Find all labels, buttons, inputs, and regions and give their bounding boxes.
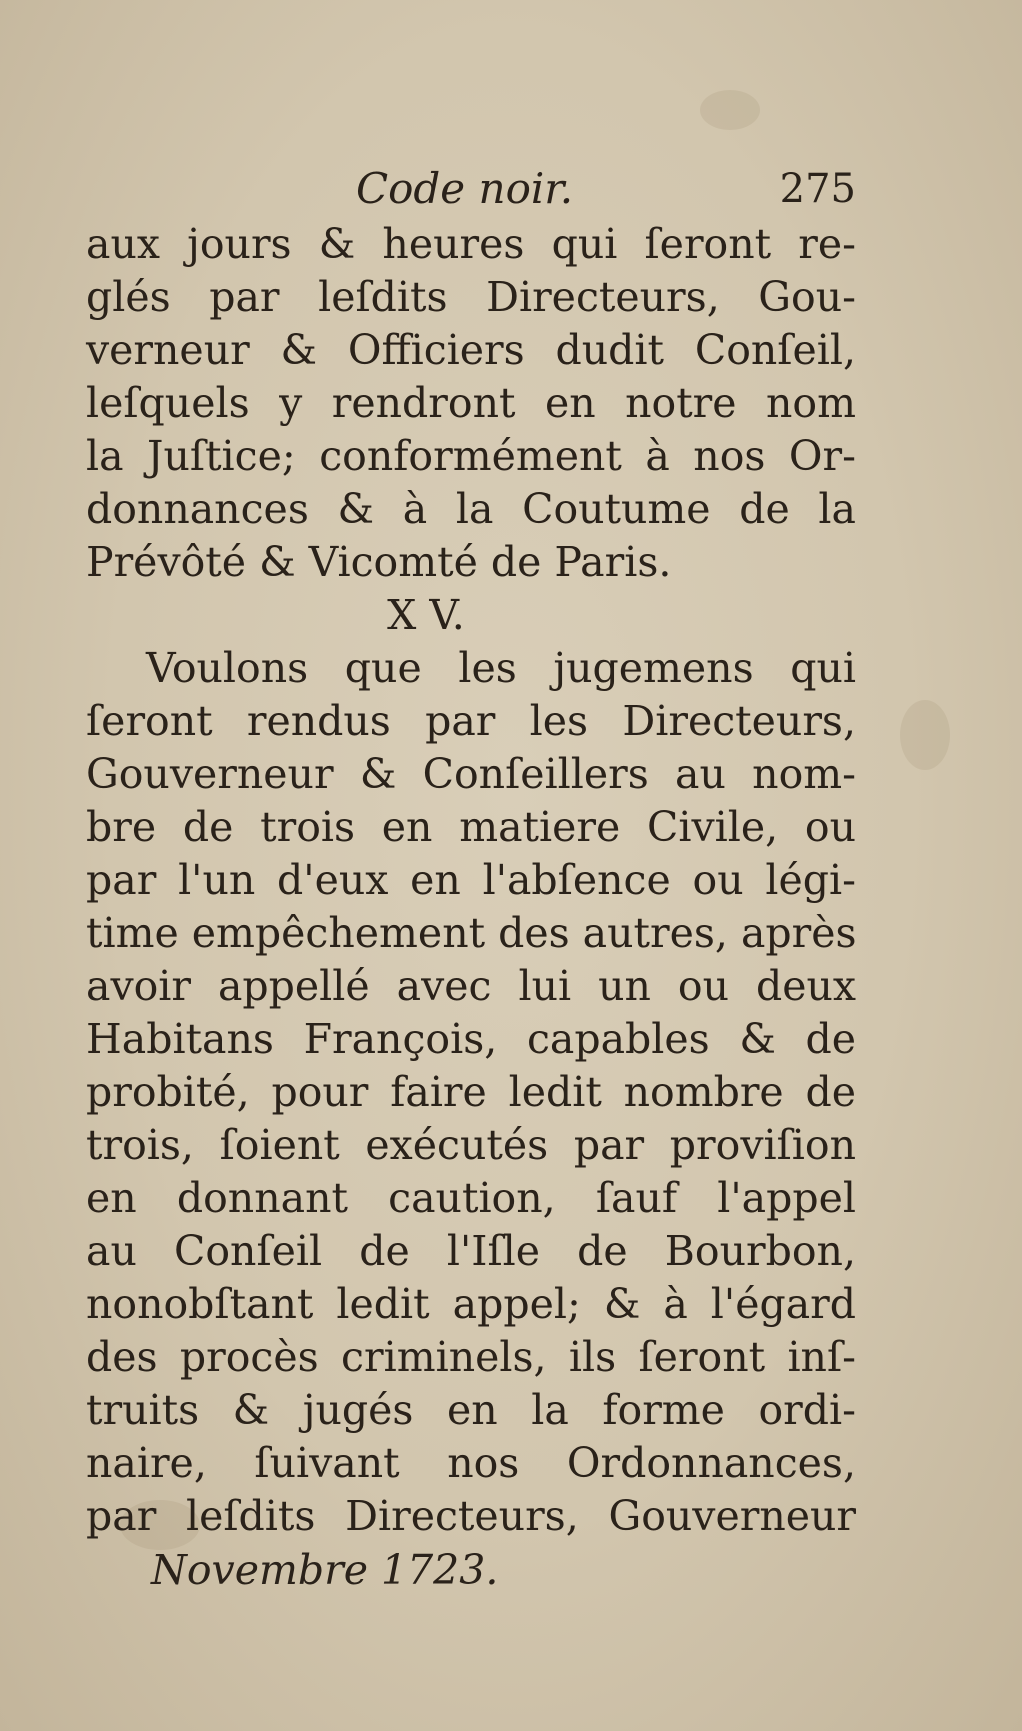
text-line: truits & jugés en la forme ordi-: [86, 1386, 856, 1434]
catchword: Novembre 1723.: [151, 1546, 499, 1594]
article-heading: X V.: [387, 591, 465, 639]
text-line: leſquels y rendront en notre nom: [86, 379, 856, 427]
text-line: glés par leſdits Directeurs, Gou-: [86, 273, 856, 321]
text-line: verneur & Officiers dudit Conſeil,: [86, 326, 856, 374]
text-line: par l'un d'eux en l'abſence ou légi-: [86, 856, 856, 904]
paper-stain: [700, 90, 760, 130]
paper-stain: [900, 700, 950, 770]
text-line: aux jours & heures qui ſeront re-: [86, 220, 856, 268]
text-line: la Juſtice; conformément à nos Or-: [86, 432, 856, 480]
text-line: Habitans François, capables & de: [86, 1015, 856, 1063]
text-line: ſeront rendus par les Directeurs,: [86, 697, 856, 745]
text-line: naire, ſuivant nos Ordonnances,: [86, 1439, 856, 1487]
page-text: [86, 160, 856, 1598]
text-line: trois, ſoient exécutés par proviſion: [86, 1121, 856, 1169]
text-line: avoir appellé avec lui un ou deux: [86, 962, 856, 1010]
text-line: donnances & à la Coutume de la: [86, 485, 856, 533]
text-line: Voulons que les jugemens qui: [146, 644, 856, 692]
text-line: Gouverneur & Conſeillers au nom-: [86, 750, 856, 798]
text-line: time empêchement des autres, après: [86, 909, 857, 957]
text-line: Prévôté & Vicomté de Paris.: [86, 538, 672, 586]
text-line: au Conſeil de l'Iſle de Bourbon,: [86, 1227, 856, 1275]
article-paragraph: [86, 642, 856, 1543]
text-line: par leſdits Directeurs, Gouverneur: [86, 1492, 856, 1540]
running-header: [86, 160, 856, 218]
text-line: bre de trois en matiere Civile, ou: [86, 803, 856, 851]
running-title: Code noir.: [356, 164, 574, 213]
text-line: probité, pour faire ledit nombre de: [86, 1068, 856, 1116]
paragraph-continued: [86, 218, 856, 589]
text-line: en donnant caution, ſauf l'appel: [86, 1174, 856, 1222]
page-number: 275: [779, 166, 856, 212]
text-line: nonobſtant ledit appel; & à l'égard: [86, 1280, 856, 1328]
text-line: des procès criminels, ils ſeront inſ-: [86, 1333, 856, 1381]
